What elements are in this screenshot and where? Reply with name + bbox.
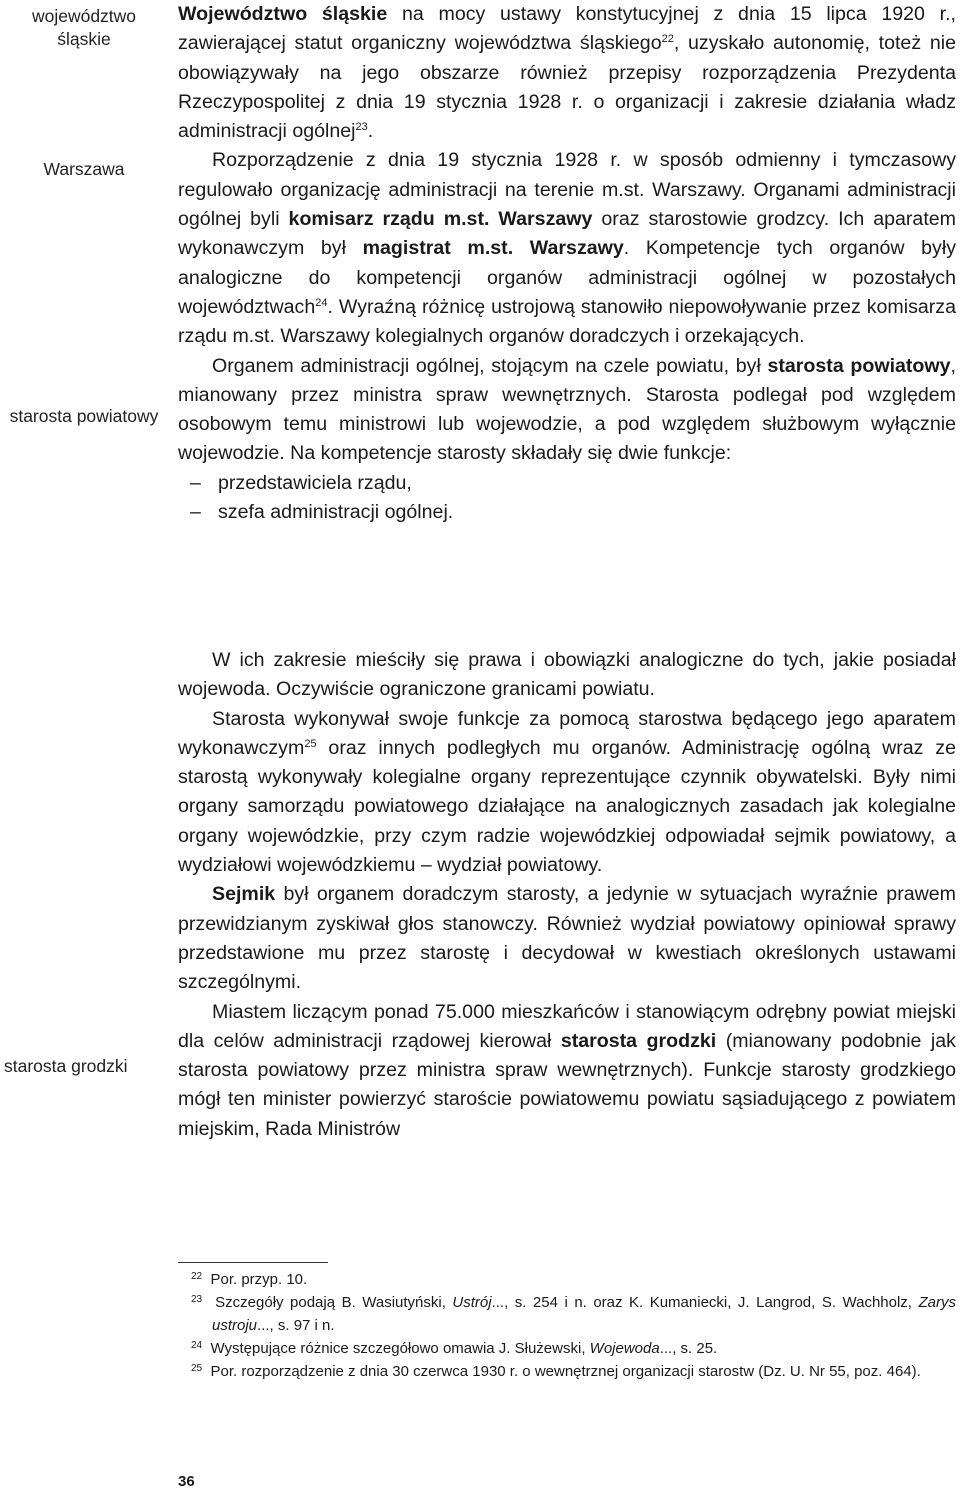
footnote-24: $^{24}$ Występujące różnice szczegółowo omawia J. Służewski, Wojewoda..., s. 25. [191,1340,718,1357]
functions-list [178,469,956,528]
list-dash: – [190,501,201,524]
footnote-ref-22[interactable]: 22 [661,33,674,46]
margin-note-starosta-grodzki: starosta grodzki [4,1056,128,1076]
footnotes [178,1268,956,1383]
term-komisarz-rzadu: komisarz rządu m.st. Warszawy [288,208,593,231]
main-text-lower [178,646,956,1144]
margin-note-warszawa: Warszawa [43,159,125,179]
footnote-ref-24[interactable]: 24 [315,296,328,309]
term-wojewodztwo-slaskie: Województwo śląskie [178,3,388,25]
margin-note-starosta-powiatowy: starosta powiatowy [9,406,159,426]
paragraph-sejmik: Sejmik był organem doradczym starosty, a jedynie w sytuacjach wyraźnie prawem przewidzianym zyskiwał głos stanowczy. Również wydział powiatowy opiniował sprawy przedstawione mu przez starostę i decydował w kwestiach określonych ustawami szczególnymi. [178,883,956,994]
paragraph-wojewodztwo-slaskie: Województwo śląskie na mocy ustawy konstytucyjnej z dnia 15 lipca 1920 r., zawierającej statut organiczny województwa śląskiego$^{22}$, uzyskało autonomię, toteż nie obowiązywały na jego obszarze również przepisy rozporządzenia Prezydenta Rzeczypospolitej z dnia 19 stycznia 1928 r. o organizacji i zakresie działania władz administracji ogólnej$^{23}$. [178,3,956,143]
footnote-22: $^{22}$ Por. przyp. 10. [191,1271,308,1288]
footnote-23: $^{23}$ Szczegóły podają B. Wasiutyński, Ustrój..., s. 254 i n. oraz K. Kumaniecki, J. Langrod, S. Wachholz, Zarys ustroju..., s. 97 i n. [191,1294,956,1334]
footnote-ref-23[interactable]: 23 [355,121,368,134]
term-magistrat: magistrat m.st. Warszawy [362,237,624,260]
paragraph-zakres: W ich zakresie mieściły się prawa i obowiązki analogiczne do tych, jakie posiadał wojewoda. Oczywiście ograniczone granicami powiatu. [178,649,956,701]
term-sejmik: Sejmik [212,883,276,906]
main-text-upper [178,0,956,527]
footnote-ref-25[interactable]: 25 [304,737,317,750]
page-number: 36 [178,1473,195,1490]
list-item: – szefa administracji ogólnej. [190,498,956,527]
list-item: – przedstawiciela rządu, [190,469,956,498]
term-starosta-grodzki: starosta grodzki [560,1029,717,1052]
paragraph-starosta-grodzki: Miastem liczącym ponad 75.000 mieszkańców i stanowiącym odrębny powiat miejski dla celów administracji rządowej kierował starosta grodzki (mianowany podobnie jak starosta powiatowy przez ministra spraw wewnętrznych). Funkcje starosty grodzkiego mógł ten minister powierzyć staroście powiatowemu powiatu sąsiadującego z powiatem miejskim, Rada Ministrów [178,1000,956,1140]
footnote-divider [178,1262,328,1263]
paragraph-starostwo: Starosta wykonywał swoje funkcje za pomocą starostwa będącego jego aparatem wykonawczym$^{25}$ oraz innych podległych mu organów. Administrację ogólną wraz ze starostą wykonywały kolegialne organy reprezentujące czynnik obywatelski. Były nimi organy samorządu powiatowego działające na analogicznych zasadach jak kolegialne organy wojewódzkie, przy czym radzie wojewódzkiej odpowiadał sejmik powiatowy, a wydziałowi wojewódzkiemu – wydział powiatowy. [178,707,956,877]
paragraph-starosta-powiatowy: Organem administracji ogólnej, stojącym na czele powiatu, był starosta powiatowy, mianowany przez ministra spraw wewnętrznych. Starosta podlegał pod względem osobowym temu ministrowi lub wojewodzie, a pod względem służbowym wyłącznie wojewodzie. Na kompetencje starosty składały się dwie funkcje: [178,354,956,465]
footnote-25: $^{25}$ Por. rozporządzenie z dnia 30 czerwca 1930 r. o wewnętrznej organizacji starostw (Dz. U. Nr 55, poz. 464). [191,1363,921,1380]
list-dash: – [190,471,201,494]
paragraph-warszawa: Rozporządzenie z dnia 19 stycznia 1928 r. w sposób odmienny i tymczasowy regulowało organizację administracji na terenie m.st. Warszawy. Organami administracji ogólnej byli komisarz rządu m.st. Warszawy oraz starostowie grodzcy. Ich aparatem wykonawczym był magistrat m.st. Warszawy. Kompetencje tych organów były analogiczne do kompetencji organów administracji ogólnej w pozostałych województwach$^{24}$. Wyraźną różnicę ustrojową stanowiło niepowoływanie przez komisarza rządu m.st. Warszawy kolegialnych organów doradczych i orzekających. [178,149,957,348]
term-starosta-powiatowy: starosta powiatowy [767,354,951,377]
margin-note-wojewodztwo-slaskie: województwo śląskie [31,6,137,49]
